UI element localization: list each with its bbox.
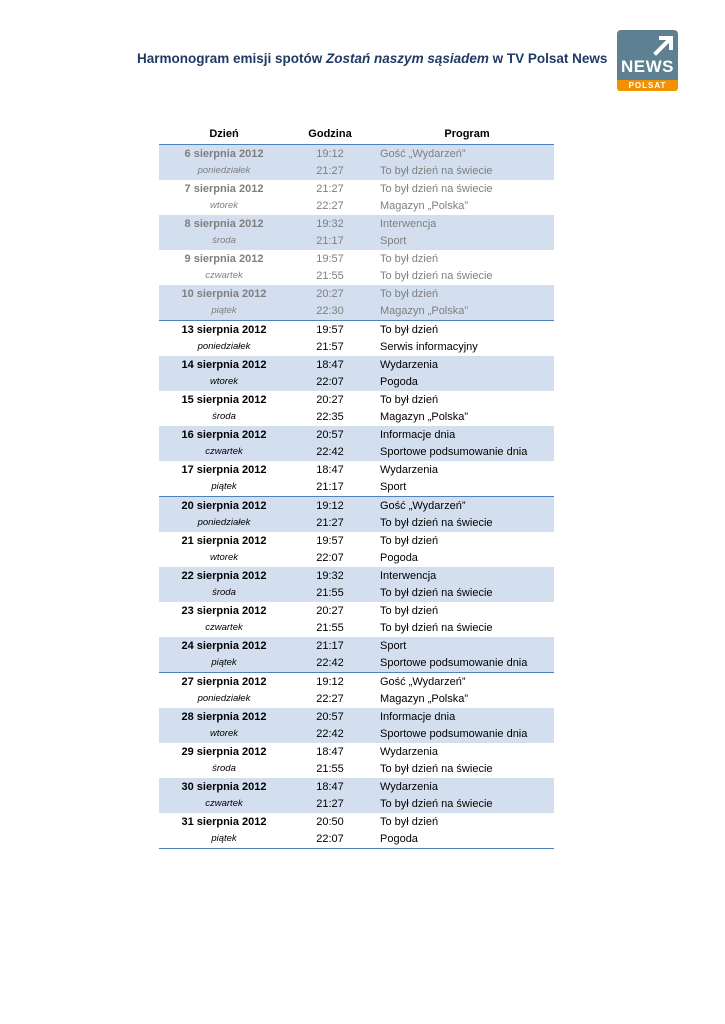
- table-row: [159, 356, 554, 391]
- table-row: [159, 497, 554, 532]
- row-date: 27 sierpnia 2012: [181, 676, 267, 688]
- row-program-2: To był dzień na świecie: [380, 763, 493, 775]
- row-program-1: Sport: [380, 640, 407, 652]
- row-date: 22 sierpnia 2012: [181, 570, 267, 582]
- row-program-1: To był dzień: [380, 535, 439, 547]
- row-program-1: Interwencja: [380, 570, 437, 582]
- row-time-1: 18:47: [316, 464, 344, 476]
- row-program-2: To był dzień na świecie: [380, 622, 493, 634]
- table-row: [159, 391, 554, 426]
- row-program-1: To był dzień: [380, 605, 439, 617]
- row-time-2: 21:17: [316, 481, 344, 493]
- row-time-2: 22:07: [316, 552, 344, 564]
- table-row: [159, 532, 554, 567]
- row-weekday: czwartek: [205, 798, 243, 809]
- row-program-2: Pogoda: [380, 376, 418, 388]
- row-time-1: 21:27: [316, 183, 344, 195]
- row-time-2: 21:27: [316, 165, 344, 177]
- table-row: [159, 180, 554, 215]
- row-time-1: 18:47: [316, 359, 344, 371]
- row-time-2: 21:55: [316, 763, 344, 775]
- logo-polsat-text: POLSAT: [628, 81, 667, 90]
- row-time-1: 20:57: [316, 429, 344, 441]
- schedule-table: [159, 126, 554, 849]
- row-program-1: To był dzień: [380, 253, 439, 265]
- table-row: [159, 813, 554, 849]
- row-weekday: czwartek: [205, 446, 243, 457]
- row-date: 28 sierpnia 2012: [181, 711, 267, 723]
- row-weekday: poniedziałek: [197, 693, 251, 704]
- row-date: 13 sierpnia 2012: [181, 324, 267, 336]
- title-campaign-name: Zostań naszym sąsiadem: [326, 51, 489, 66]
- row-program-1: Interwencja: [380, 218, 437, 230]
- row-weekday: wtorek: [210, 376, 238, 387]
- row-time-1: 19:12: [316, 148, 344, 160]
- row-time-1: 20:27: [316, 394, 344, 406]
- row-program-2: Sport: [380, 481, 407, 493]
- row-weekday: poniedziałek: [197, 165, 251, 176]
- row-weekday: środa: [212, 235, 236, 246]
- header-program: Program: [444, 128, 490, 140]
- table-row: [159, 461, 554, 497]
- table-row: [159, 321, 554, 356]
- row-weekday: poniedziałek: [197, 517, 251, 528]
- row-time-2: 21:27: [316, 798, 344, 810]
- row-weekday: piątek: [211, 481, 237, 492]
- row-weekday: piątek: [211, 305, 237, 316]
- table-row: [159, 145, 554, 180]
- title-prefix: Harmonogram emisji spotów: [137, 51, 327, 66]
- row-time-1: 19:12: [316, 676, 344, 688]
- row-time-2: 21:57: [316, 341, 344, 353]
- row-time-1: 19:32: [316, 570, 344, 582]
- row-time-1: 19:57: [316, 324, 344, 336]
- row-time-2: 22:35: [316, 411, 344, 423]
- row-time-1: 18:47: [316, 781, 344, 793]
- table-row: [159, 426, 554, 461]
- row-date: 6 sierpnia 2012: [184, 148, 264, 160]
- row-program-1: To był dzień: [380, 324, 439, 336]
- table-row: [159, 285, 554, 321]
- row-date: 16 sierpnia 2012: [181, 429, 267, 441]
- arrow-up-right-icon: [653, 34, 675, 56]
- table-row: [159, 215, 554, 250]
- row-time-2: 22:07: [316, 376, 344, 388]
- row-program-1: Wydarzenia: [380, 464, 438, 476]
- row-time-2: 22:30: [316, 305, 344, 317]
- table-row: [159, 708, 554, 743]
- row-date: 30 sierpnia 2012: [181, 781, 267, 793]
- row-weekday: środa: [212, 587, 236, 598]
- row-date: 8 sierpnia 2012: [184, 218, 264, 230]
- row-date: 14 sierpnia 2012: [181, 359, 267, 371]
- row-time-2: 22:07: [316, 833, 344, 845]
- row-program-2: To był dzień na świecie: [380, 165, 493, 177]
- row-program-2: Magazyn „Polska”: [380, 200, 469, 212]
- row-weekday: piątek: [211, 657, 237, 668]
- row-program-2: Magazyn „Polska”: [380, 693, 469, 705]
- row-time-2: 22:42: [316, 657, 344, 669]
- row-time-2: 22:42: [316, 446, 344, 458]
- row-time-2: 21:27: [316, 517, 344, 529]
- row-program-2: Sport: [380, 235, 407, 247]
- row-weekday: środa: [212, 763, 236, 774]
- row-weekday: czwartek: [205, 270, 243, 281]
- row-date: 17 sierpnia 2012: [181, 464, 267, 476]
- row-time-2: 21:55: [316, 622, 344, 634]
- row-time-2: 22:27: [316, 200, 344, 212]
- row-time-1: 21:17: [316, 640, 344, 652]
- row-date: 15 sierpnia 2012: [181, 394, 267, 406]
- row-date: 24 sierpnia 2012: [181, 640, 267, 652]
- row-program-2: Magazyn „Polska”: [380, 411, 469, 423]
- row-time-2: 21:17: [316, 235, 344, 247]
- row-weekday: piątek: [211, 833, 237, 844]
- row-date: 20 sierpnia 2012: [181, 500, 267, 512]
- row-date: 31 sierpnia 2012: [181, 816, 267, 828]
- row-weekday: poniedziałek: [197, 341, 251, 352]
- row-weekday: wtorek: [210, 728, 238, 739]
- row-program-1: Gość „Wydarzeń”: [380, 500, 466, 512]
- row-time-1: 20:57: [316, 711, 344, 723]
- row-weekday: wtorek: [210, 200, 238, 211]
- row-time-1: 20:50: [316, 816, 344, 828]
- row-time-1: 20:27: [316, 605, 344, 617]
- row-time-1: 19:32: [316, 218, 344, 230]
- row-program-2: To był dzień na świecie: [380, 270, 493, 282]
- header-time: Godzina: [308, 128, 352, 140]
- row-program-1: Informacje dnia: [380, 711, 456, 723]
- row-weekday: środa: [212, 411, 236, 422]
- row-time-1: 18:47: [316, 746, 344, 758]
- row-weekday: czwartek: [205, 622, 243, 633]
- row-time-2: 22:42: [316, 728, 344, 740]
- row-time-1: 19:57: [316, 253, 344, 265]
- row-program-2: Sportowe podsumowanie dnia: [380, 446, 528, 458]
- table-body: [159, 145, 554, 849]
- table-row: [159, 743, 554, 778]
- row-weekday: wtorek: [210, 552, 238, 563]
- table-header: [159, 126, 554, 145]
- row-program-2: Pogoda: [380, 552, 418, 564]
- row-date: 21 sierpnia 2012: [181, 535, 267, 547]
- row-time-1: 20:27: [316, 288, 344, 300]
- row-time-2: 22:27: [316, 693, 344, 705]
- row-date: 23 sierpnia 2012: [181, 605, 267, 617]
- table-row: [159, 602, 554, 637]
- table-row: [159, 250, 554, 285]
- row-date: 9 sierpnia 2012: [184, 253, 264, 265]
- row-date: 29 sierpnia 2012: [181, 746, 267, 758]
- row-program-1: To był dzień: [380, 288, 439, 300]
- title-suffix: w TV Polsat News: [488, 51, 608, 66]
- row-program-2: Serwis informacyjny: [380, 341, 478, 353]
- row-date: 7 sierpnia 2012: [184, 183, 264, 195]
- row-program-2: Magazyn „Polska”: [380, 305, 469, 317]
- logo-news-text: NEWS: [621, 57, 674, 76]
- table-row: [159, 567, 554, 602]
- row-program-1: Wydarzenia: [380, 359, 438, 371]
- row-program-2: To był dzień na świecie: [380, 798, 493, 810]
- row-program-1: Informacje dnia: [380, 429, 456, 441]
- row-date: 10 sierpnia 2012: [181, 288, 267, 300]
- row-program-1: Gość „Wydarzeń”: [380, 148, 466, 160]
- row-program-1: Wydarzenia: [380, 746, 438, 758]
- table-row: [159, 637, 554, 673]
- row-program-1: Wydarzenia: [380, 781, 438, 793]
- row-program-1: Gość „Wydarzeń”: [380, 676, 466, 688]
- row-program-2: Sportowe podsumowanie dnia: [380, 728, 528, 740]
- row-time-2: 21:55: [316, 270, 344, 282]
- row-program-2: To był dzień na świecie: [380, 587, 493, 599]
- row-time-1: 19:12: [316, 500, 344, 512]
- table-row: [159, 778, 554, 813]
- header-day: Dzień: [209, 128, 239, 140]
- page-title: [137, 51, 608, 66]
- row-program-1: To był dzień na świecie: [380, 183, 493, 195]
- row-program-1: To był dzień: [380, 816, 439, 828]
- row-time-1: 19:57: [316, 535, 344, 547]
- table-row: [159, 673, 554, 708]
- row-program-1: To był dzień: [380, 394, 439, 406]
- row-program-2: Sportowe podsumowanie dnia: [380, 657, 528, 669]
- row-program-2: Pogoda: [380, 833, 418, 845]
- row-time-2: 21:55: [316, 587, 344, 599]
- polsat-news-logo: [617, 30, 678, 91]
- row-program-2: To był dzień na świecie: [380, 517, 493, 529]
